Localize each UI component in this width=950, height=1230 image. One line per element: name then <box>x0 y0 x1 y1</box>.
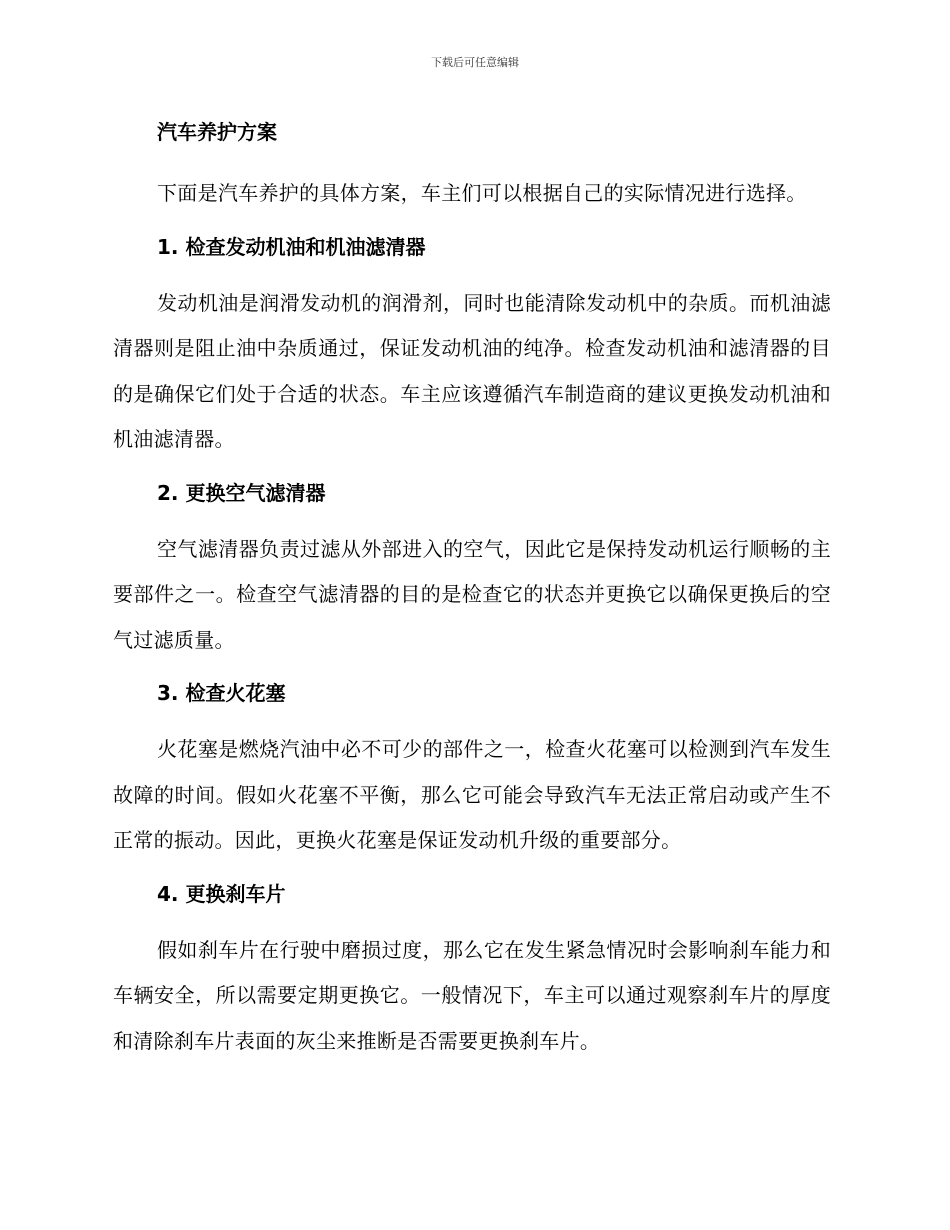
section-body-oil: 发动机油是润滑发动机的润滑剂，同时也能清除发动机中的杂质。而机油滤清器则是阻止油中杂质通过，保证发动机油的纯净。检查发动机油和滤清器的目的是确保它们处于合适的状态。车主应该遵循汽车制造商的建议更换发动机油和机油滤清器。 <box>113 290 831 451</box>
page-header-note: 下载后可任意编辑 <box>431 56 519 69</box>
section-body-spark-plug: 火花塞是燃烧汽油中必不可少的部件之一，检查火花塞可以检测到汽车发生故障的时间。假如火花塞不平衡，那么它可能会导致汽车无法正常启动或产生不正常的振动。因此，更换火花塞是保证发动机升级的重要部分。 <box>113 737 831 852</box>
document-body <box>113 110 831 1072</box>
section-heading-spark-plug: 3. 检查火花塞 <box>157 681 286 705</box>
intro-paragraph: 下面是汽车养护的具体方案，车主们可以根据自己的实际情况进行选择。 <box>157 181 807 205</box>
section-body-air-filter: 空气滤清器负责过滤从外部进入的空气，因此它是保持发动机运行顺畅的主要部件之一。检查空气滤清器的目的是检查它的状态并更换它以确保更换后的空气过滤质量。 <box>113 536 831 652</box>
section-heading-brake-pads: 4. 更换刹车片 <box>157 881 286 906</box>
document-title: 汽车养护方案 <box>157 120 277 144</box>
section-heading-air-filter: 2. 更换空气滤清器 <box>157 480 326 505</box>
section-body-brake-pads: 假如刹车片在行驶中磨损过度，那么它在发生紧急情况时会影响刹车能力和车辆安全，所以需要定期更换它。一般情况下，车主可以通过观察刹车片的厚度和清除刹车片表面的灰尘来推断是否需要更换刹车片。 <box>113 937 831 1053</box>
section-heading-oil: 1. 检查发动机油和机油滤清器 <box>157 234 426 259</box>
